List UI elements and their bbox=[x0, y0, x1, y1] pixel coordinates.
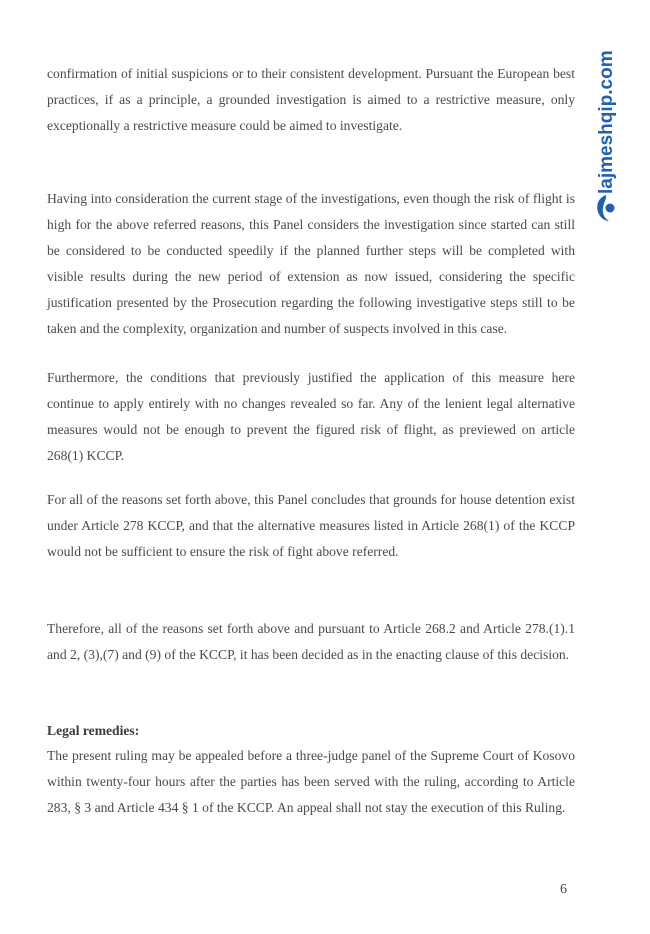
legal-remedies-paragraph: The present ruling may be appealed before a three-judge panel of the Supreme Court of Kosovo within twenty-four hours after the parties has been served with the ruling, according to Article 283, § 3 and Article 434 § 1 of the KCCP. An appeal shall not stay the execution of this Ruling. bbox=[47, 748, 575, 815]
paragraph-4: For all of the reasons set forth above, this Panel concludes that grounds for house detention exist under Article 278 KCCP, and that the alternative measures listed in Article 268(1) of the KCCP would not be sufficient to ensure the risk of fight above referred. bbox=[47, 492, 575, 559]
legal-remedies-heading: Legal remedies: bbox=[47, 723, 140, 738]
watermark-text: lajmeshqip.com bbox=[596, 50, 617, 194]
watermark[interactable] bbox=[586, 25, 626, 235]
paragraph-5: Therefore, all of the reasons set forth above and pursuant to Article 268.2 and Article 278.(1).1 and 2, (3),(7) and (9) of the KCCP, it has been decided as in the enacting clause of this decision. bbox=[47, 621, 575, 662]
lajmeshqip-logo-icon bbox=[593, 193, 619, 223]
paragraph-3: Furthermore, the conditions that previously justified the application of this measure here continue to apply entirely with no changes revealed so far. Any of the lenient legal alternative measures would not be enough to prevent the figured risk of flight, as previewed on article 268(1) KCCP. bbox=[47, 370, 575, 463]
page-number: 6 bbox=[560, 882, 567, 897]
paragraph-2: Having into consideration the current stage of the investigations, even though the risk of flight is high for the above referred reasons, this Panel considers the investigation since started can still be considered to be conducted speedily if the planned further steps will be completed with visible results during the new period of extension as now issued, considering the specific justification presented by the Prosecution regarding the following investigative steps still to be taken and the complexity, organization and number of suspects involved in this case. bbox=[47, 191, 575, 336]
paragraph-1: confirmation of initial suspicions or to their consistent development. Pursuant the European best practices, if as a principle, a grounded investigation is aimed to a restrictive measure, only exceptionally a restrictive measure could be aimed to investigate. bbox=[47, 66, 575, 133]
